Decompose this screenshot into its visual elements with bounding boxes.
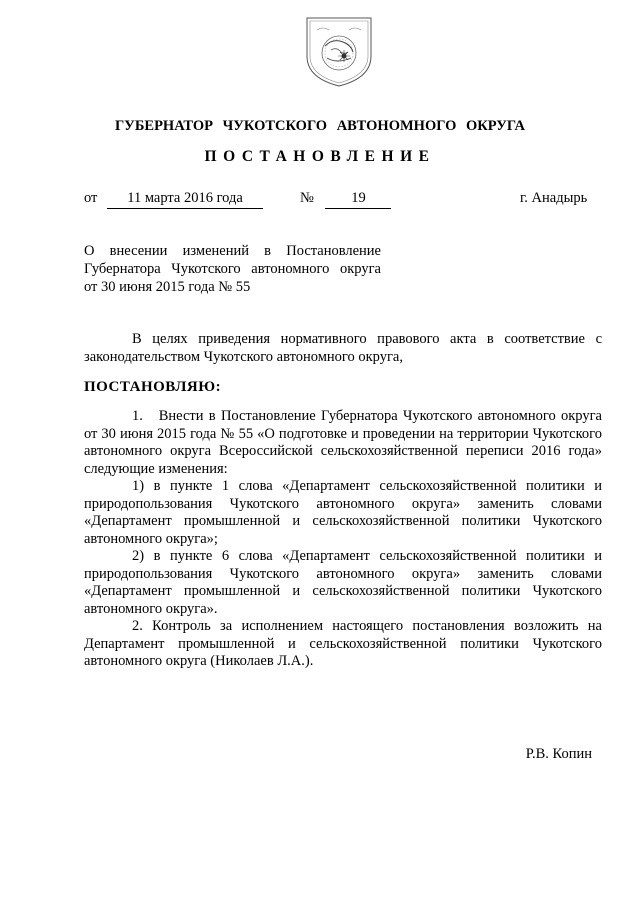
issuing-authority: ГУБЕРНАТОР ЧУКОТСКОГО АВТОНОМНОГО ОКРУГА bbox=[114, 118, 526, 134]
subject-line: О внесении изменений в Постановление bbox=[84, 243, 381, 259]
document-type-title: ПОСТАНОВЛЕНИЕ bbox=[204, 148, 436, 165]
document-date: 11 марта 2016 года bbox=[107, 190, 263, 209]
signature-name: Р.В. Копин bbox=[525, 746, 592, 762]
document-number: 19 bbox=[325, 190, 391, 209]
subject-line: Губернатора Чукотского автономного округа bbox=[84, 261, 381, 277]
number-sign: № bbox=[300, 190, 314, 206]
resolve-heading: ПОСТАНОВЛЯЮ: bbox=[84, 379, 222, 395]
preamble bbox=[84, 330, 602, 366]
coat-of-arms-emblem bbox=[303, 12, 375, 90]
paragraph: 2. Контроль за исполнением настоящего постановления возложить на Департамент промышленной и сельскохозяйственной политики Чукотского автономного округа (Николаев Л.А.). bbox=[84, 618, 602, 669]
subject-line: от 30 июня 2015 года № 55 bbox=[84, 279, 251, 295]
preamble-text: В целях приведения нормативного правового акта в соответствие с законодательством Чукотского автономного округа, bbox=[84, 331, 602, 365]
paragraph: 1) в пункте 1 слова «Департамент сельскохозяйственной политики и природопользования Чукотского автономного округа» заменить словами «Департамент промышленной и сельскохозяйственной политики Чукотского автономного округа»; bbox=[84, 478, 602, 547]
document-subject bbox=[84, 242, 381, 296]
date-block bbox=[84, 190, 263, 209]
date-prefix: от bbox=[84, 190, 98, 206]
resolution-body bbox=[84, 408, 606, 671]
paragraph: 1. Внести в Постановление Губернатора Чукотского автономного округа от 30 июня 2015 года № 55 «О подготовке и проведении на территории Чукотского автономного округа Всероссийской сельскохозяйственной переписи 2016 года» следующие изменения: bbox=[84, 408, 606, 477]
number-block bbox=[300, 190, 391, 209]
issue-place: г. Анадырь bbox=[520, 190, 588, 206]
paragraph: 2) в пункте 6 слова «Департамент сельскохозяйственной политики и природопользования Чукотского автономного округа» заменить словами «Департамент промышленной и сельскохозяйственной политики Чукотского автономного округа». bbox=[84, 548, 602, 617]
